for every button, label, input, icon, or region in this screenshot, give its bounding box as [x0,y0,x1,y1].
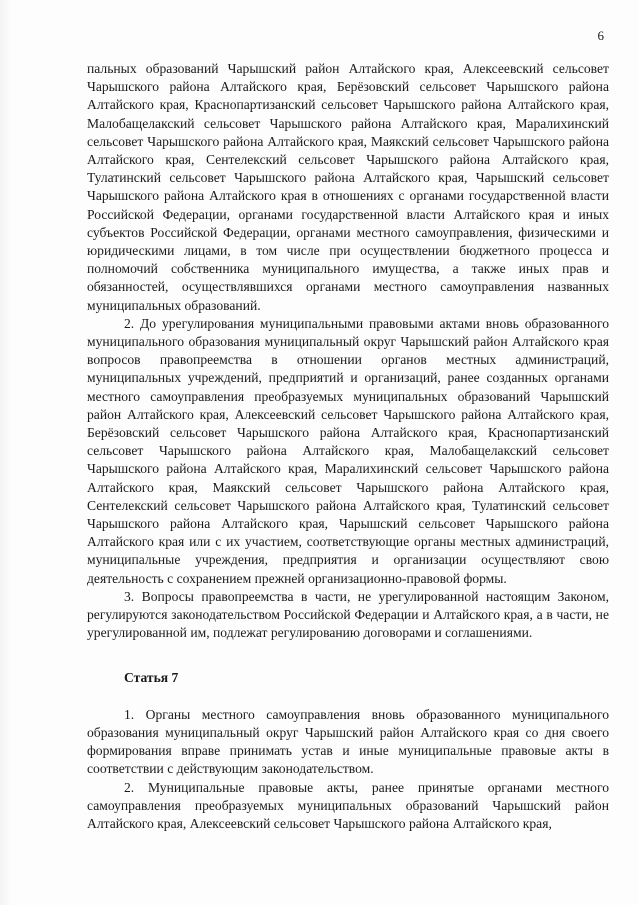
article-heading: Статья 7 [124,669,179,685]
paragraph-continued: пальных образований Чарышский район Алтайского края, Алексеевский сельсовет Чарышского района Алтайского края, Берёзовский сельсовет Чарышского района Алтайского края, Краснопартизанский сельсовет Чарышского района Алтайского края, Малобащелакский сельсовет Чарышского района Алтайского края, Маралихинский сельсовет Чарышского района Алтайского края, Маякский сельсовет Чарышского района Алтайского края, Сентелекский сельсовет Чарышского района Алтайского края, Тулатинский сельсовет Чарышского района Алтайского края, Чарышский сельсовет Чарышского района Алтайского края в отношениях с органами государственной власти Российской Федерации, органами государственной власти Алтайского края и иных субъектов Российской Федерации, органами местного самоуправления, физическими и юридическими лицами, в том числе при осуществлении бюджетного процесса и полномочий собственника муниципального имущества, а также иных прав и обязанностей, осуществлявшихся органами местного самоуправления названных муниципальных образований. [87,61,609,313]
spacer [87,687,609,706]
scan-edge-shadow [0,0,12,905]
article-7-item-2: 2. Муниципальные правовые акты, ранее принятые органами местного самоуправления преобразуемых муниципальных образований Чарышский район Алтайского края, Алексеевский сельсовет Чарышского района Алтайского края, [87,779,609,831]
paragraph-item-3: 3. Вопросы правопреемства в части, не урегулированной настоящим Законом, регулируются законодательством Российской Федерации и Алтайского края, а в части, не урегулированной им, подлежат регулированию договорами и соглашениями. [87,588,609,641]
page-number: 6 [597,28,604,43]
paragraph-item-2: 2. До урегулирования муниципальными правовыми актами вновь образованного муниципального образования муниципальный округ Чарышский район Алтайского края вопросов правопреемства в отношении органов местных администраций, муниципальных учреждений, предприятий и организаций, ранее созданных органами местного самоуправления преобразуемых муниципальных образований Чарышский район Алтайского края, Алексеевский сельсовет Чарышского района Алтайского края, Берёзовский сельсовет Чарышского района Алтайского края, Краснопартизанский сельсовет Чарышского района Алтайского края, Малобащелакский сельсовет Чарышского района Алтайского края, Маралихинский сельсовет Чарышского района Алтайского края, Маякский сельсовет Чарышского района Алтайского края, Сентелекский сельсовет Чарышского района Алтайского края, Тулатинский сельсовет Чарышского района Алтайского края, Чарышский сельсовет Чарышского района Алтайского края или с их участием, соответствующие органы местных администраций, муниципальные учреждения, предприятия и организации осуществляют свою деятельность с сохранением прежней организационно-правовой формы. [87,315,609,586]
document-body [87,60,609,833]
spacer [87,643,609,669]
article-7-item-1: 1. Органы местного самоуправления вновь образованного муниципального образования муниципальный округ Чарышский район Алтайского края со дня своего формирования вправе принимать устав и иные муниципальные правовые акты в соответствии с действующим законодательством. [87,706,609,777]
